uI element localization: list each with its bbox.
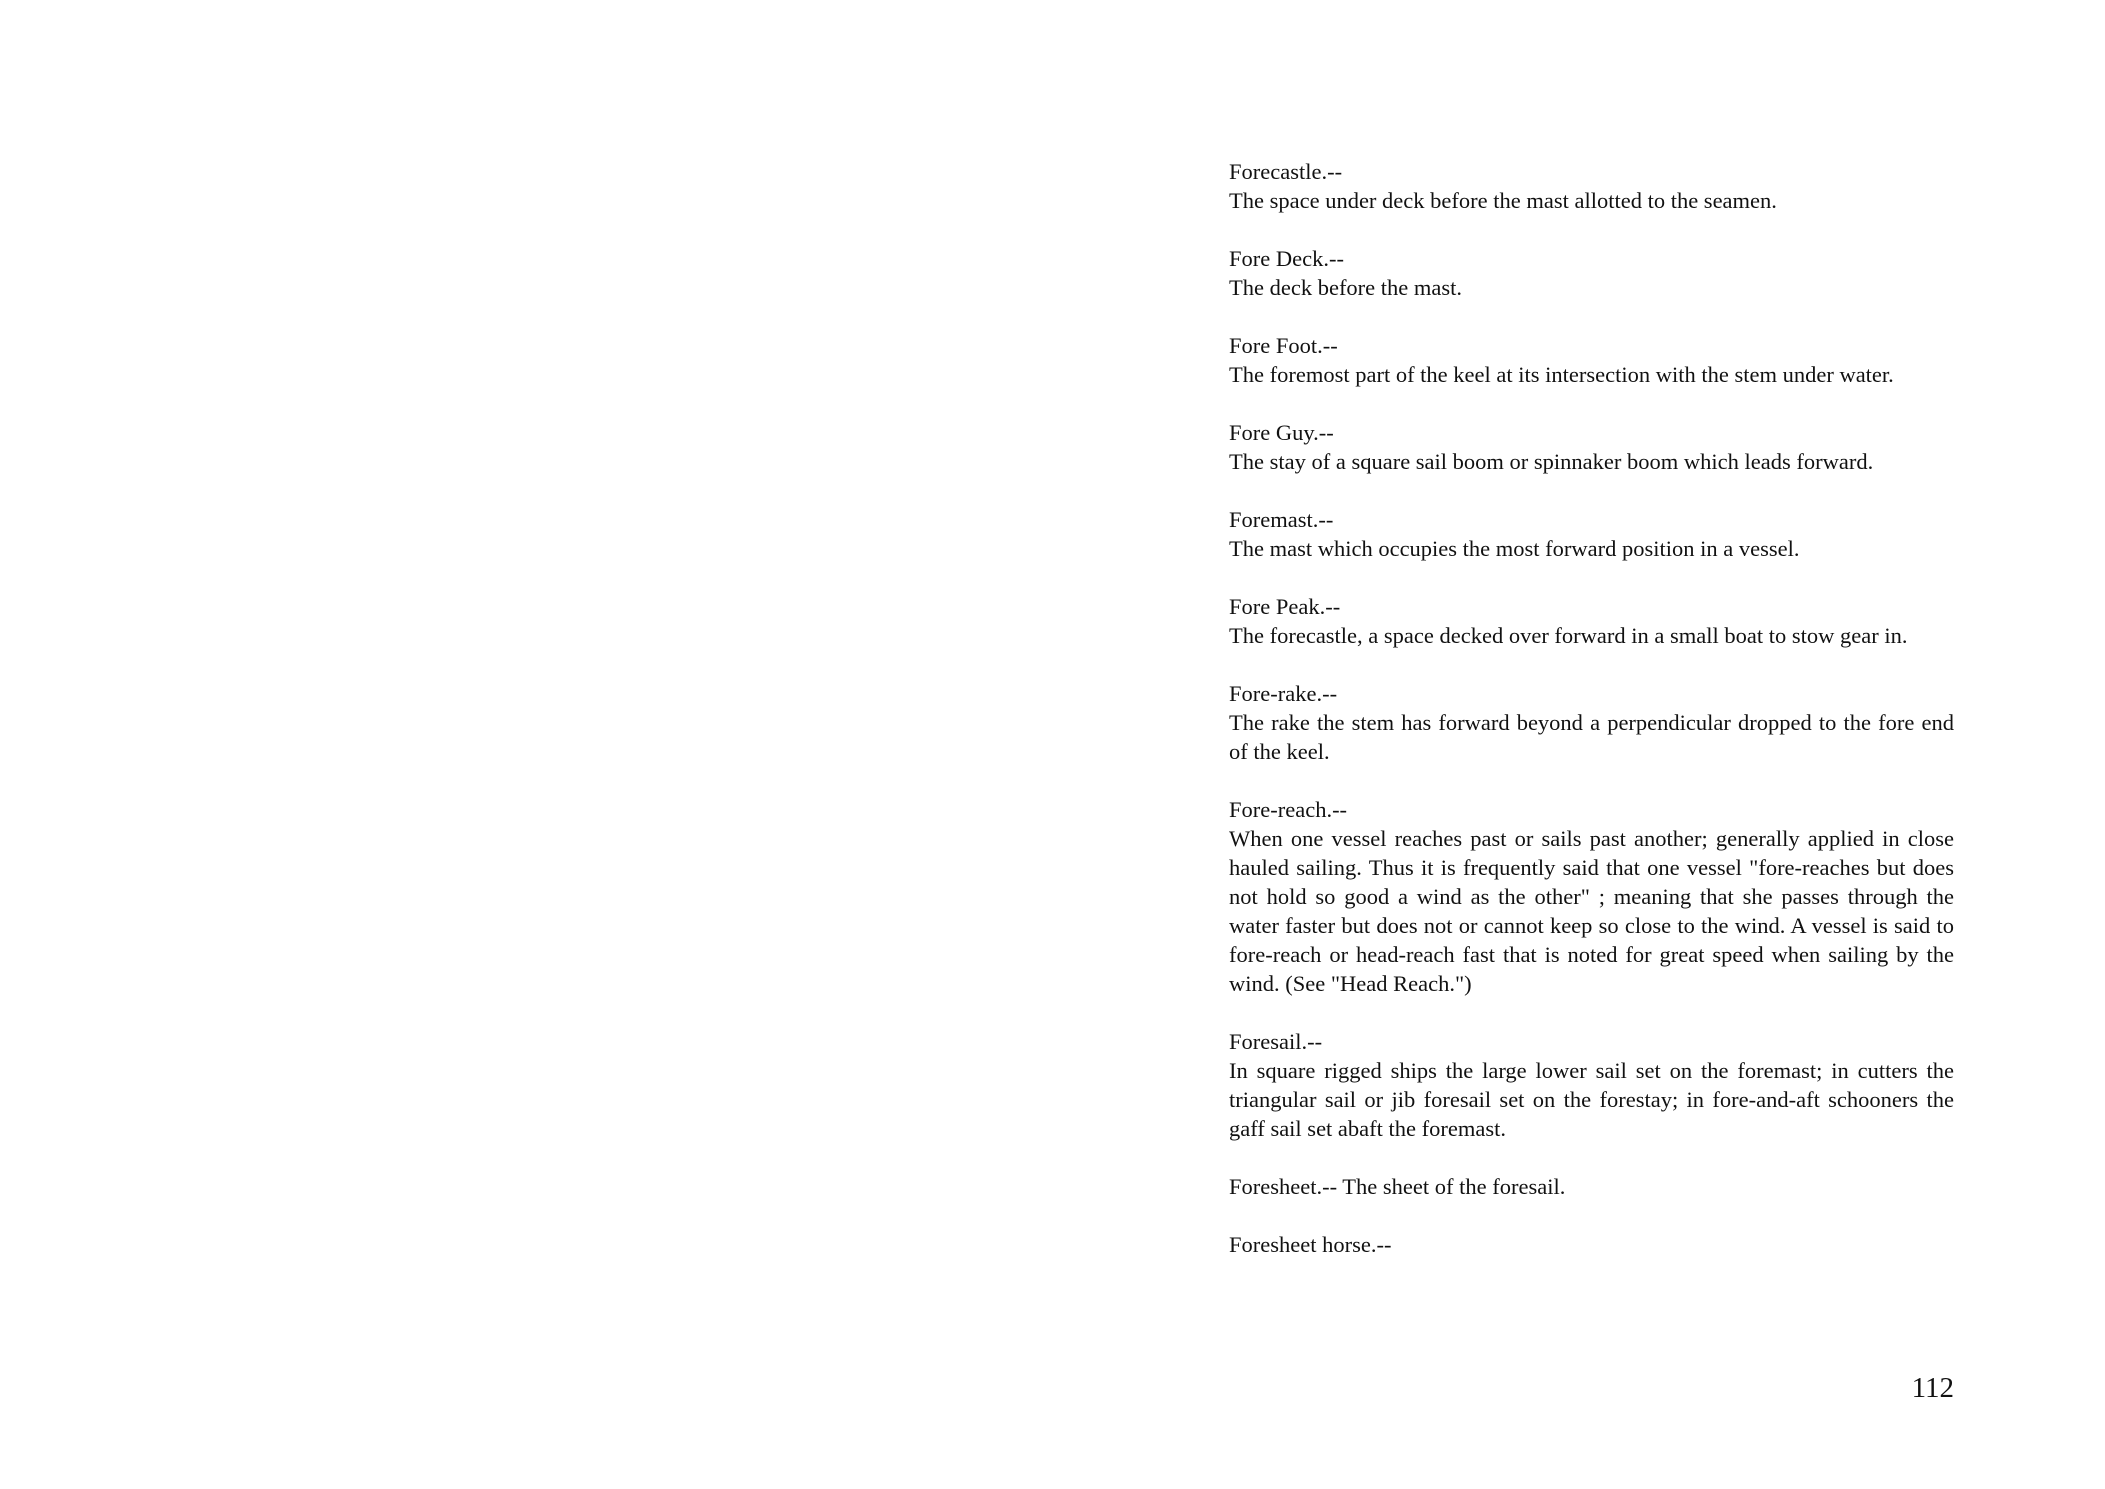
glossary-definition: The mast which occupies the most forward position in a vessel. (1229, 536, 1800, 561)
glossary-term: Fore Guy.-- (1229, 420, 1334, 445)
glossary-term: Foresheet horse.-- (1229, 1232, 1392, 1257)
glossary-entry-fore-foot (1229, 331, 1954, 389)
glossary-entry-fore-reach (1229, 795, 1954, 998)
glossary-definition: The foremost part of the keel at its intersection with the stem under water. (1229, 362, 1894, 387)
glossary-entry-fore-deck (1229, 244, 1954, 302)
glossary-term: Fore Deck.-- (1229, 246, 1344, 271)
glossary-term: Foremast.-- (1229, 507, 1334, 532)
glossary-entry-foresheet (1229, 1172, 1954, 1201)
glossary-column (1229, 157, 1954, 1288)
glossary-definition: The space under deck before the mast allotted to the seamen. (1229, 188, 1777, 213)
glossary-definition: The forecastle, a space decked over forward in a small boat to stow gear in. (1229, 623, 1908, 648)
glossary-entry-fore-rake (1229, 679, 1954, 766)
glossary-definition: When one vessel reaches past or sails past another; generally applied in close hauled sailing. Thus it is frequently said that one vessel "fore-reaches but does not hold so good a wind as the other" ; meaning that she passes through the water faster but does not or cannot keep so close to the wind. A vessel is said to fore-reach or head-reach fast that is noted for great speed when sailing by the wind. (See "Head Reach.") (1229, 826, 1954, 996)
glossary-entry-forecastle (1229, 157, 1954, 215)
glossary-term: Fore Foot.-- (1229, 333, 1338, 358)
glossary-entry-foresheet-horse (1229, 1230, 1954, 1259)
glossary-entry-fore-guy (1229, 418, 1954, 476)
glossary-term: Fore-reach.-- (1229, 797, 1348, 822)
glossary-term: Fore Peak.-- (1229, 594, 1341, 619)
glossary-term: Fore-rake.-- (1229, 681, 1338, 706)
glossary-entry-fore-peak (1229, 592, 1954, 650)
glossary-definition: In square rigged ships the large lower sail set on the foremast; in cutters the triangular sail or jib foresail set on the forestay; in fore-and-aft schooners the gaff sail set abaft the foremast. (1229, 1058, 1954, 1141)
page-number: 112 (1911, 1372, 1954, 1404)
glossary-entry-foremast (1229, 505, 1954, 563)
glossary-entry-foresail (1229, 1027, 1954, 1143)
glossary-inline-entry: Foresheet.-- The sheet of the foresail. (1229, 1174, 1566, 1199)
glossary-term: Forecastle.-- (1229, 159, 1343, 184)
glossary-definition: The stay of a square sail boom or spinnaker boom which leads forward. (1229, 449, 1874, 474)
glossary-definition: The deck before the mast. (1229, 275, 1463, 300)
glossary-definition: The rake the stem has forward beyond a perpendicular dropped to the fore end of the keel. (1229, 710, 1954, 764)
glossary-term: Foresail.-- (1229, 1029, 1323, 1054)
